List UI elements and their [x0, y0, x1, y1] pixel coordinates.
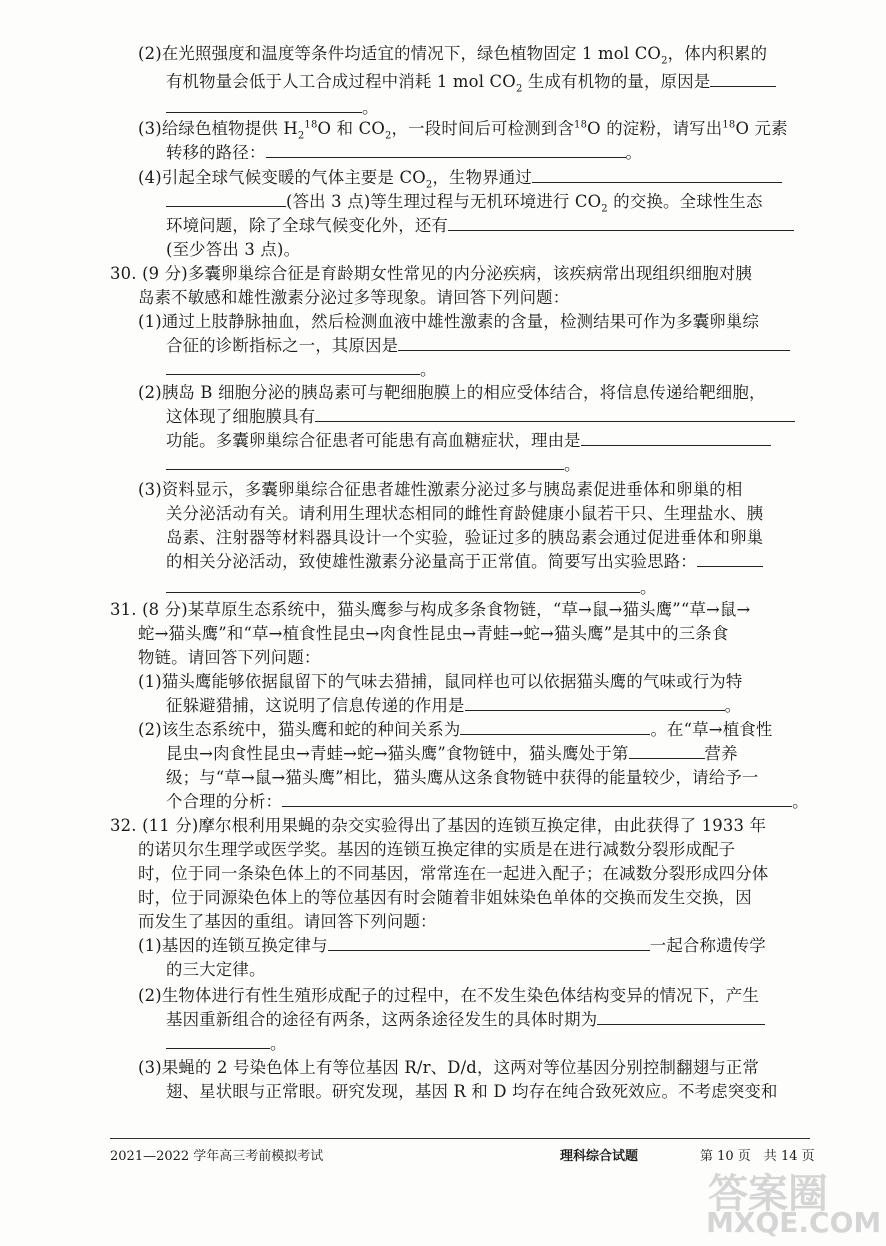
text-segment: ，一段时间后可检测到含: [391, 119, 575, 138]
text-segment: (至少答出 3 点)。: [166, 240, 301, 259]
text-line: [138, 1056, 759, 1080]
text-line: [166, 1080, 778, 1104]
text-line: [166, 334, 790, 358]
text-segment: 30. (9 分)多囊卵巢综合征是育龄期女性常见的内分泌疾病，该疾病常出现组织细胞对胰: [110, 264, 752, 283]
superscript: 18: [304, 119, 318, 131]
text-segment: 32. (11 分)摩尔根利用果蝇的杂交实验得出了基因的连锁互换定律，由此获得了 1933 年: [110, 816, 767, 835]
text-line: [138, 838, 735, 862]
text-segment: 31. (8 分)某草原生态系统中，猫头鹰参与构成多条食物链，“草→鼠→猫头鹰”“草→鼠→: [110, 600, 751, 619]
text-line: [138, 310, 759, 334]
text-line: [166, 1008, 765, 1032]
text-line: [110, 598, 751, 622]
text-line: [166, 742, 738, 766]
text-segment: 。: [420, 360, 437, 379]
text-segment: 。: [792, 792, 809, 811]
text-line: [138, 478, 743, 502]
text-segment: O 的淀粉，请写出: [587, 119, 723, 138]
text-line: [166, 70, 776, 94]
text-line: [166, 790, 809, 814]
text-segment: 的三大定律。: [166, 960, 266, 979]
text-segment: (2)在光照强度和温度等条件均适宜的情况下，绿色植物固定 1 mol CO: [138, 44, 662, 63]
text-line: [138, 886, 752, 910]
text-segment: 关分泌活动有关。请利用生理状态相同的雌性育龄健康小鼠若干只、生理盐水、胰: [166, 504, 764, 523]
text-segment: 岛素、注射器等材料器具设计一个实验，验证过多的胰岛素会通过促进垂体和卵巢: [166, 528, 764, 547]
text-line: [166, 429, 771, 453]
answer-blank: [597, 1008, 765, 1025]
text-segment: 时，位于同一条染色体上的不同基因，常常连在一起进入配子；在减数分裂形成四分体: [138, 864, 769, 883]
text-segment: (1)基因的连锁互换定律与: [138, 936, 328, 955]
subscript: 2: [297, 130, 305, 142]
answer-blank: [398, 334, 790, 351]
footer-exam-title: 2021—2022 学年高三考前模拟考试: [110, 1149, 324, 1164]
footer-divider: [110, 1138, 810, 1139]
text-line: [166, 694, 741, 718]
text-segment: 。: [724, 696, 742, 715]
answer-blank: [697, 550, 763, 567]
text-line: [138, 670, 743, 694]
subscript: 2: [515, 83, 523, 95]
text-segment: 物链。请回答下列问题：: [138, 648, 321, 667]
text-segment: 基因重新组合的途径有两条，这两条途径发生的具体时期为: [166, 1010, 598, 1029]
text-segment: 一起合称遗传学: [649, 936, 766, 955]
text-line: [166, 405, 795, 429]
text-segment: 营养: [704, 744, 738, 763]
answer-blank: [166, 576, 640, 593]
text-segment: 环境问题，除了全球气候变化外，还有: [166, 216, 449, 235]
answer-blank: [448, 214, 794, 231]
answer-blank: [315, 405, 795, 422]
answer-blank: [460, 718, 650, 735]
answer-blank: [166, 1032, 270, 1049]
text-segment: (2)该生态系统中，猫头鹰和蛇的种间关系为: [138, 720, 461, 739]
text-line: [138, 910, 437, 934]
text-line: [138, 286, 569, 310]
answer-blank: [166, 96, 362, 113]
text-line: [138, 862, 768, 886]
text-segment: (3)资料显示，多囊卵巢综合征患者雄性激素分泌过多与胰岛素促进垂体和卵巢的相: [138, 480, 743, 499]
text-segment: 的交换。全球性生态: [607, 192, 763, 211]
answer-blank: [532, 166, 782, 183]
text-segment: 征躲避猎捕，这说明了信息传递的作用是: [166, 696, 465, 715]
superscript: 18: [722, 119, 736, 131]
text-segment: 这体现了细胞膜具有: [166, 407, 316, 426]
text-line: [166, 1032, 287, 1056]
text-segment: (4)引起全球气候变暖的气体主要是 CO: [138, 168, 426, 187]
text-segment: 的诺贝尔生理学或医学奖。基因的连锁互换定律的实质是在进行减数分裂形成配子: [138, 840, 736, 859]
footer-page-number: 第 10 页 共 14 页: [700, 1149, 815, 1164]
text-line: [166, 958, 266, 982]
text-segment: 岛素不敏感和雄性激素分泌过多等现象。请回答下列问题：: [138, 288, 570, 307]
answer-blank: [282, 790, 792, 807]
text-line: [138, 381, 766, 405]
text-segment: (2)生物体进行有性生殖形成配子的过程中，在不发生染色体结构变异的情况下，产生: [138, 986, 760, 1005]
watermark-top-text: 答案圈: [708, 1171, 828, 1217]
subscript: 2: [425, 179, 433, 191]
watermark-logo: [700, 1160, 880, 1244]
text-segment: 个合理的分析：: [166, 792, 283, 811]
text-segment: (1)猫头鹰能够依据鼠留下的气味去猎捕，鼠同样也可以依据猫头鹰的气味或行为特: [138, 672, 743, 691]
text-segment: 时，位于同源染色体上的等位基因有时会随着非姐妹染色单体的交换而发生交换，因: [138, 888, 752, 907]
text-segment: (2)胰岛 B 细胞分泌的胰岛素可与靶细胞膜上的相应受体结合，将信息传递给靶细胞，: [138, 383, 766, 402]
text-segment: O 元素: [735, 119, 788, 138]
footer-subject: 理科综合试题: [560, 1149, 639, 1164]
text-line: [166, 576, 657, 600]
answer-blank: [166, 453, 564, 470]
text-segment: 转移的路径：: [166, 143, 266, 162]
text-segment: 。: [362, 98, 379, 117]
text-line: [166, 766, 759, 790]
text-line: [110, 262, 752, 286]
text-segment: 的相关分泌活动，致使雄性激素分泌量高于正常值。简要写出实验思路：: [166, 552, 697, 571]
text-segment: ，生物界通过: [432, 168, 532, 187]
text-line: [138, 984, 759, 1008]
subscript: 2: [601, 203, 608, 215]
answer-blank: [166, 190, 286, 207]
text-line: [138, 718, 773, 742]
text-segment: 。: [625, 143, 643, 162]
text-segment: 合征的诊断指标之一，其原因是: [166, 336, 399, 355]
text-line: [166, 190, 763, 214]
text-segment: 昆虫→肉食性昆虫→青蛙→蛇→猫头鹰”食物链中，猫头鹰处于第: [166, 744, 629, 763]
text-segment: 而发生了基因的重组。请回答下列问题：: [138, 912, 437, 931]
text-line: [138, 622, 728, 646]
subscript: 2: [384, 130, 392, 142]
text-segment: 有机物量会低于人工合成过程中消耗 1 mol CO: [166, 72, 516, 91]
text-segment: 。: [640, 578, 657, 597]
text-segment: (答出 3 点)等生理过程与无机环境进行 CO: [286, 192, 602, 211]
answer-blank: [166, 358, 420, 375]
text-segment: 功能。多囊卵巢综合征患者可能患有高血糖症状，理由是: [166, 431, 581, 450]
text-segment: (3)果蝇的 2 号染色体上有等位基因 R/r、D/d，这两对等位基因分别控制翻翅与正常: [138, 1058, 760, 1077]
subscript: 2: [661, 55, 668, 67]
text-line: [138, 166, 782, 190]
text-segment: ，体内积累的: [667, 44, 768, 63]
text-segment: 。: [270, 1034, 287, 1053]
text-segment: 。在“草→植食性: [650, 720, 773, 739]
text-line: [166, 526, 763, 550]
text-segment: 蛇→猫头鹰”和“草→植食性昆虫→肉食性昆虫→青蛙→蛇→猫头鹰”是其中的三条食: [138, 624, 729, 643]
answer-blank: [465, 694, 725, 711]
answer-blank: [629, 742, 705, 759]
text-line: [166, 550, 763, 574]
answer-blank: [581, 429, 771, 446]
text-segment: 。: [564, 455, 581, 474]
text-segment: (1)通过上肢静脉抽血，然后检测血液中雄性激素的含量，检测结果可作为多囊卵巢综: [138, 312, 760, 331]
text-segment: 生成有机物的量，原因是: [522, 72, 711, 91]
text-line: [166, 238, 300, 262]
text-segment: 翅、星状眼与正常眼。研究发现，基因 R 和 D 均存在纯合致死效应。不考虑突变和: [166, 1082, 778, 1101]
text-line: [166, 141, 642, 165]
text-line: [166, 214, 794, 238]
answer-blank: [328, 934, 650, 951]
text-line: [138, 646, 321, 670]
text-line: [110, 814, 766, 838]
text-segment: O 和 CO: [317, 119, 385, 138]
text-line: [138, 934, 766, 958]
text-line: [138, 117, 788, 141]
text-line: [166, 358, 437, 382]
text-line: [166, 502, 763, 526]
text-line: [138, 42, 767, 66]
answer-blank: [266, 141, 626, 158]
text-line: [166, 453, 581, 477]
text-segment: (3)给绿色植物提供 H: [138, 119, 298, 138]
superscript: 18: [574, 119, 588, 131]
text-segment: 级；与“草→鼠→猫头鹰”相比，猫头鹰从这条食物链中获得的能量较少，请给予一: [166, 768, 759, 787]
answer-blank: [710, 70, 776, 87]
watermark-bottom-text: MXQE.COM: [706, 1206, 882, 1239]
